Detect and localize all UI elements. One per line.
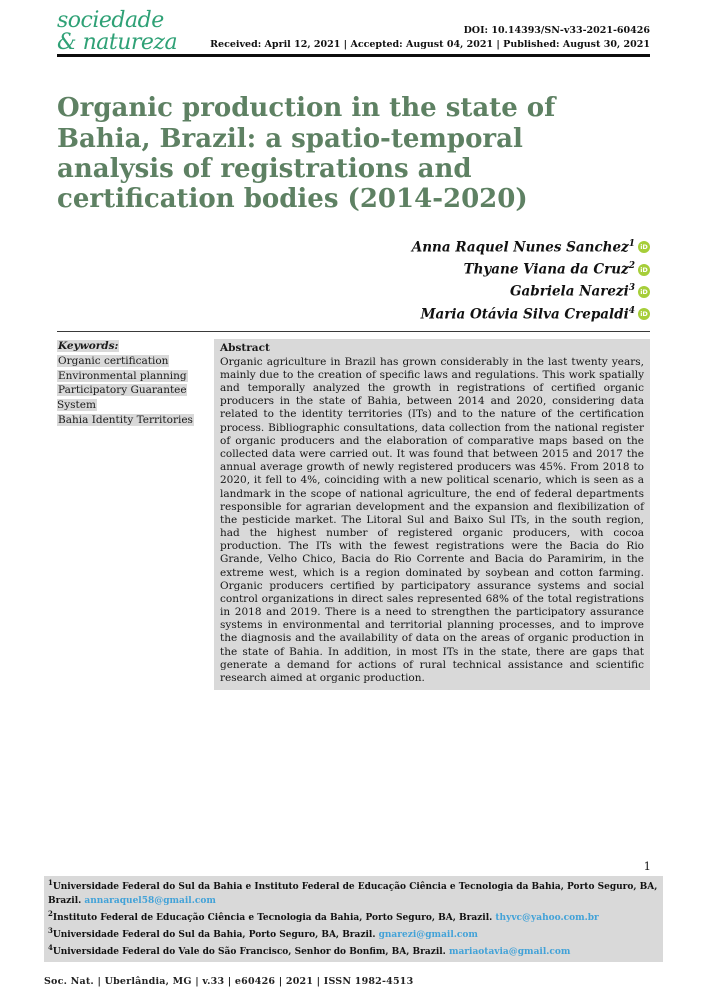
footnote-ref: 4 [48, 943, 53, 953]
orcid-icon[interactable]: iD [638, 308, 650, 320]
journal-header [57, 0, 650, 53]
abstract-heading: Abstract [220, 342, 270, 355]
author-affiliation-ref: 1 [628, 238, 635, 249]
keywords-heading: Keywords: [58, 340, 119, 353]
footnote-email-link[interactable]: annaraquel58@gmail.com [84, 896, 216, 907]
journal-logo-line1: sociedade [57, 8, 164, 33]
author-line [57, 281, 650, 303]
abstract-block [214, 339, 650, 690]
footnote [48, 909, 659, 926]
journal-citation-line: Soc. Nat. | Uberlândia, MG | v.33 | e60426 | 2021 | ISSN 1982-4513 [44, 976, 414, 987]
abstract-text: Organic agriculture in Brazil has grown considerably in the last twenty years, mainly due to the creation of specific laws and regulations. This work spatially and temporally analyzed the growth in registrations of certified organic producers in the state of Bahia, between 2014 and 2020, considering data related to the identity territories (ITs) and to the nature of the certification process. Bibliographic consultations, data collection from the national register of organic producers and the elaboration of comparative maps based on the collected data were carried out. It was found that between 2015 and 2017 the annual average growth of newly registered producers was 45%. From 2018 to 2020, it fell to 4%, coinciding with a new political scenario, which is seen as a landmark in the scope of national agriculture, the end of federal departments responsible for agrarian development and the expansion and flexibilization of the pesticide market. The Litoral Sul and Baixo Sul ITs, in the south region, had the highest number of registered organic producers, with cocoa production. The ITs with the fewest registrations were the Bacia do Rio Grande, Velho Chico, Bacia do Rio Corrente and Bacia do Paramirim, in the extreme west, which is a region dominated by soybean and cotton farming. Organic producers certified by participatory assurance systems and social control organizations in direct sales represented 68% of the total registrations in 2018 and 2019. There is a need to strengthen the participatory assurance systems in environmental and territorial planning processes, and to improve the diagnosis and the availability of data on the areas of organic production in the state of Bahia. In addition, in most ITs in the state, there are gaps that generate a demand for actions of rural technical assistance and scientific research aimed at organic production. [220, 355, 644, 684]
doi-text: DOI: 10.14393/SN-v33-2021-60426 [463, 24, 650, 36]
keyword-item: Bahia Identity Territories [58, 413, 193, 426]
page-footer [44, 859, 663, 987]
footnote [48, 926, 659, 943]
author-name: Maria Otávia Silva Crepaldi [420, 306, 629, 323]
footnote-text: Universidade Federal do Vale do São Francisco, Senhor do Bonfim, BA, Brazil. [52, 947, 449, 958]
footnote-text: Universidade Federal do Sul da Bahia, Porto Seguro, BA, Brazil. [52, 930, 379, 941]
footnotes-block [44, 876, 663, 962]
author-affiliation-ref: 4 [628, 305, 635, 316]
author-name: Thyane Viana da Cruz [463, 261, 629, 278]
journal-logo [57, 10, 177, 53]
journal-logo-line2: & natureza [57, 29, 178, 55]
author-affiliation-ref: 3 [628, 283, 635, 294]
author-line [57, 304, 650, 326]
keyword-item: Environmental planning [58, 369, 187, 382]
footnote-email-link[interactable]: thyvc@yahoo.com.br [495, 913, 599, 924]
author-line [57, 237, 650, 259]
footnote [48, 943, 659, 960]
page-number: 1 [643, 859, 651, 874]
footnote-email-link[interactable]: mariaotavia@gmail.com [448, 947, 571, 958]
author-line [57, 259, 650, 281]
author-name: Anna Raquel Nunes Sanchez [411, 239, 629, 256]
header-meta [210, 24, 650, 54]
keywords-abstract-divider [57, 331, 650, 332]
keyword-item: Organic certification [58, 354, 169, 367]
orcid-icon[interactable]: iD [638, 241, 650, 253]
footnote-email-link[interactable]: gnarezi@gmail.com [378, 930, 478, 941]
dates-text: Received: April 12, 2021 | Accepted: August 04, 2021 | Published: August 30, 2021 [210, 38, 650, 50]
main-content [44, 0, 663, 690]
footnote-ref: 1 [48, 878, 53, 888]
footnote [48, 878, 659, 909]
footnote-text: Universidade Federal do Sul da Bahia e Instituto Federal de Educação Ciência e Tecnologia da Bahia, Porto Seguro, BA, Brazil. [48, 882, 658, 907]
footnote-ref: 2 [48, 909, 53, 919]
keyword-item: Participatory Guarantee System [57, 384, 187, 411]
footnote-ref: 3 [48, 926, 53, 936]
footnote-text: Instituto Federal de Educação Ciência e Tecnologia da Bahia, Porto Seguro, BA, Brazil. [52, 913, 496, 924]
author-name: Gabriela Narezi [510, 283, 629, 300]
keywords-panel [57, 339, 200, 427]
abstract-area [57, 339, 650, 690]
orcid-icon[interactable]: iD [638, 264, 650, 276]
orcid-icon[interactable]: iD [638, 286, 650, 298]
author-affiliation-ref: 2 [628, 261, 635, 272]
article-title: Organic production in the state of Bahia, Brazil: a spatio-temporal analysis of registrations and certification bodies (2014-2020) [57, 93, 556, 215]
author-list [57, 237, 650, 326]
